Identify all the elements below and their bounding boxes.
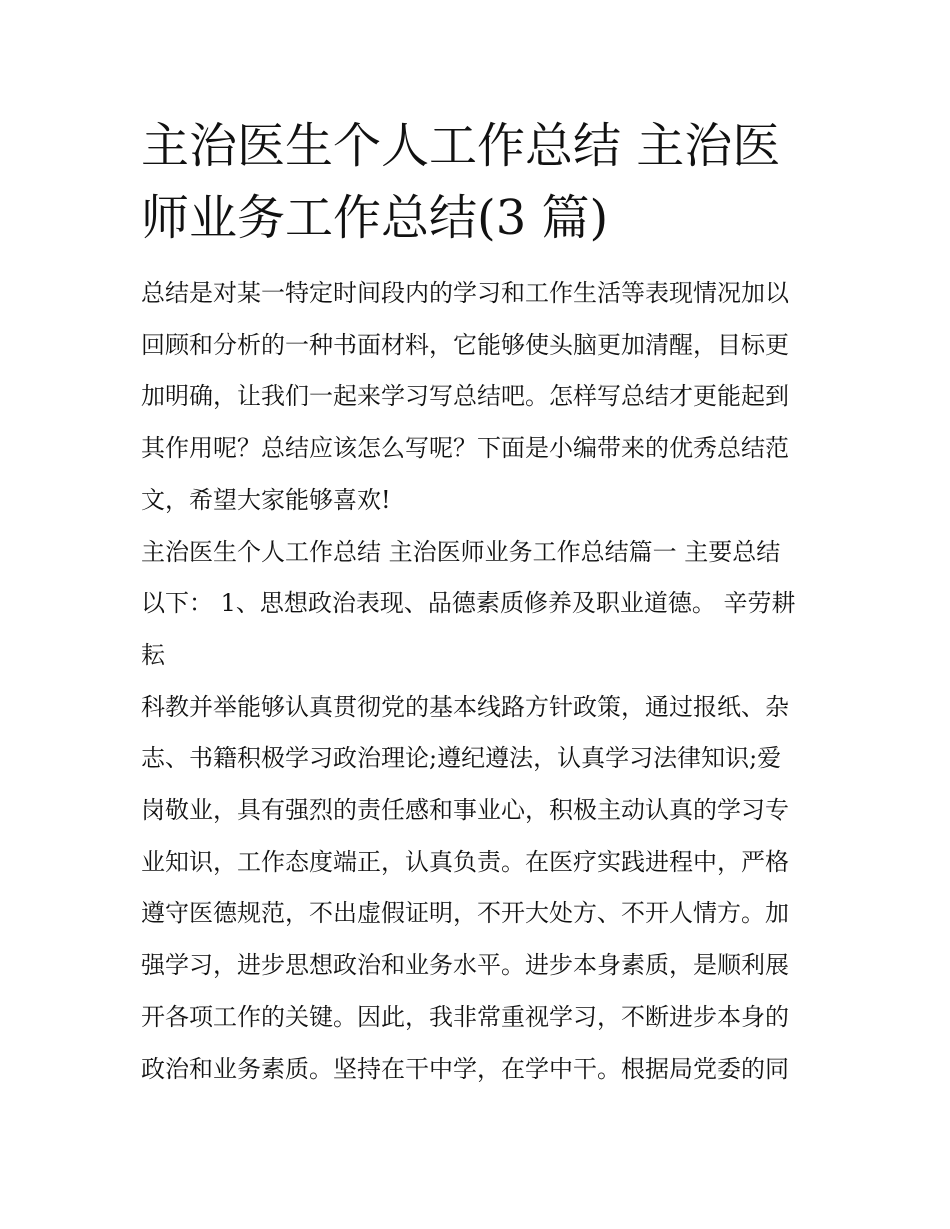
body-line: 以下： 1、思想政治表现、品德素质修养及职业道德。 辛劳耕 bbox=[141, 589, 796, 618]
title-line: 主治医生个人工作总结 主治医 bbox=[141, 118, 781, 174]
body-line: 文，希望大家能够喜欢! bbox=[141, 485, 391, 514]
body-line: 回顾和分析的一种书面材料，它能够使头脑更加清醒，目标更 bbox=[141, 330, 789, 359]
body-line: 其作用呢？总结应该怎么写呢？下面是小编带来的优秀总结范 bbox=[141, 434, 789, 463]
body-line: 主治医生个人工作总结 主治医师业务工作总结篇一 主要总结 bbox=[141, 537, 781, 566]
document-body bbox=[141, 268, 816, 1095]
body-line: 开各项工作的关键。因此，我非常重视学习，不断进步本身的 bbox=[141, 1002, 789, 1031]
body-line: 耘 bbox=[141, 640, 165, 669]
body-line: 总结是对某一特定时间段内的学习和工作生活等表现情况加以 bbox=[141, 279, 789, 307]
body-line: 岗敬业，具有强烈的责任感和事业心，积极主动认真的学习专 bbox=[141, 796, 789, 825]
body-line: 遵守医德规范，不出虚假证明，不开大处方、不开人情方。加 bbox=[141, 899, 789, 928]
body-line: 政治和业务素质。坚持在干中学，在学中干。根据局党委的同 bbox=[141, 1054, 789, 1083]
body-line: 科教并举能够认真贯彻党的基本线路方针政策，通过报纸、杂 bbox=[141, 692, 789, 721]
document-content bbox=[141, 110, 816, 1095]
body-line: 强学习，进步思想政治和业务水平。进步本身素质，是顺利展 bbox=[141, 951, 789, 980]
title-line: 师业务工作总结(3 篇) bbox=[141, 190, 609, 246]
body-line: 业知识，工作态度端正，认真负责。在医疗实践进程中，严格 bbox=[141, 847, 789, 876]
document-title bbox=[141, 110, 816, 254]
body-line: 加明确，让我们一起来学习写总结吧。怎样写总结才更能起到 bbox=[141, 382, 789, 411]
body-line: 志、书籍积极学习政治理论;遵纪遵法，认真学习法律知识;爱 bbox=[141, 744, 782, 773]
